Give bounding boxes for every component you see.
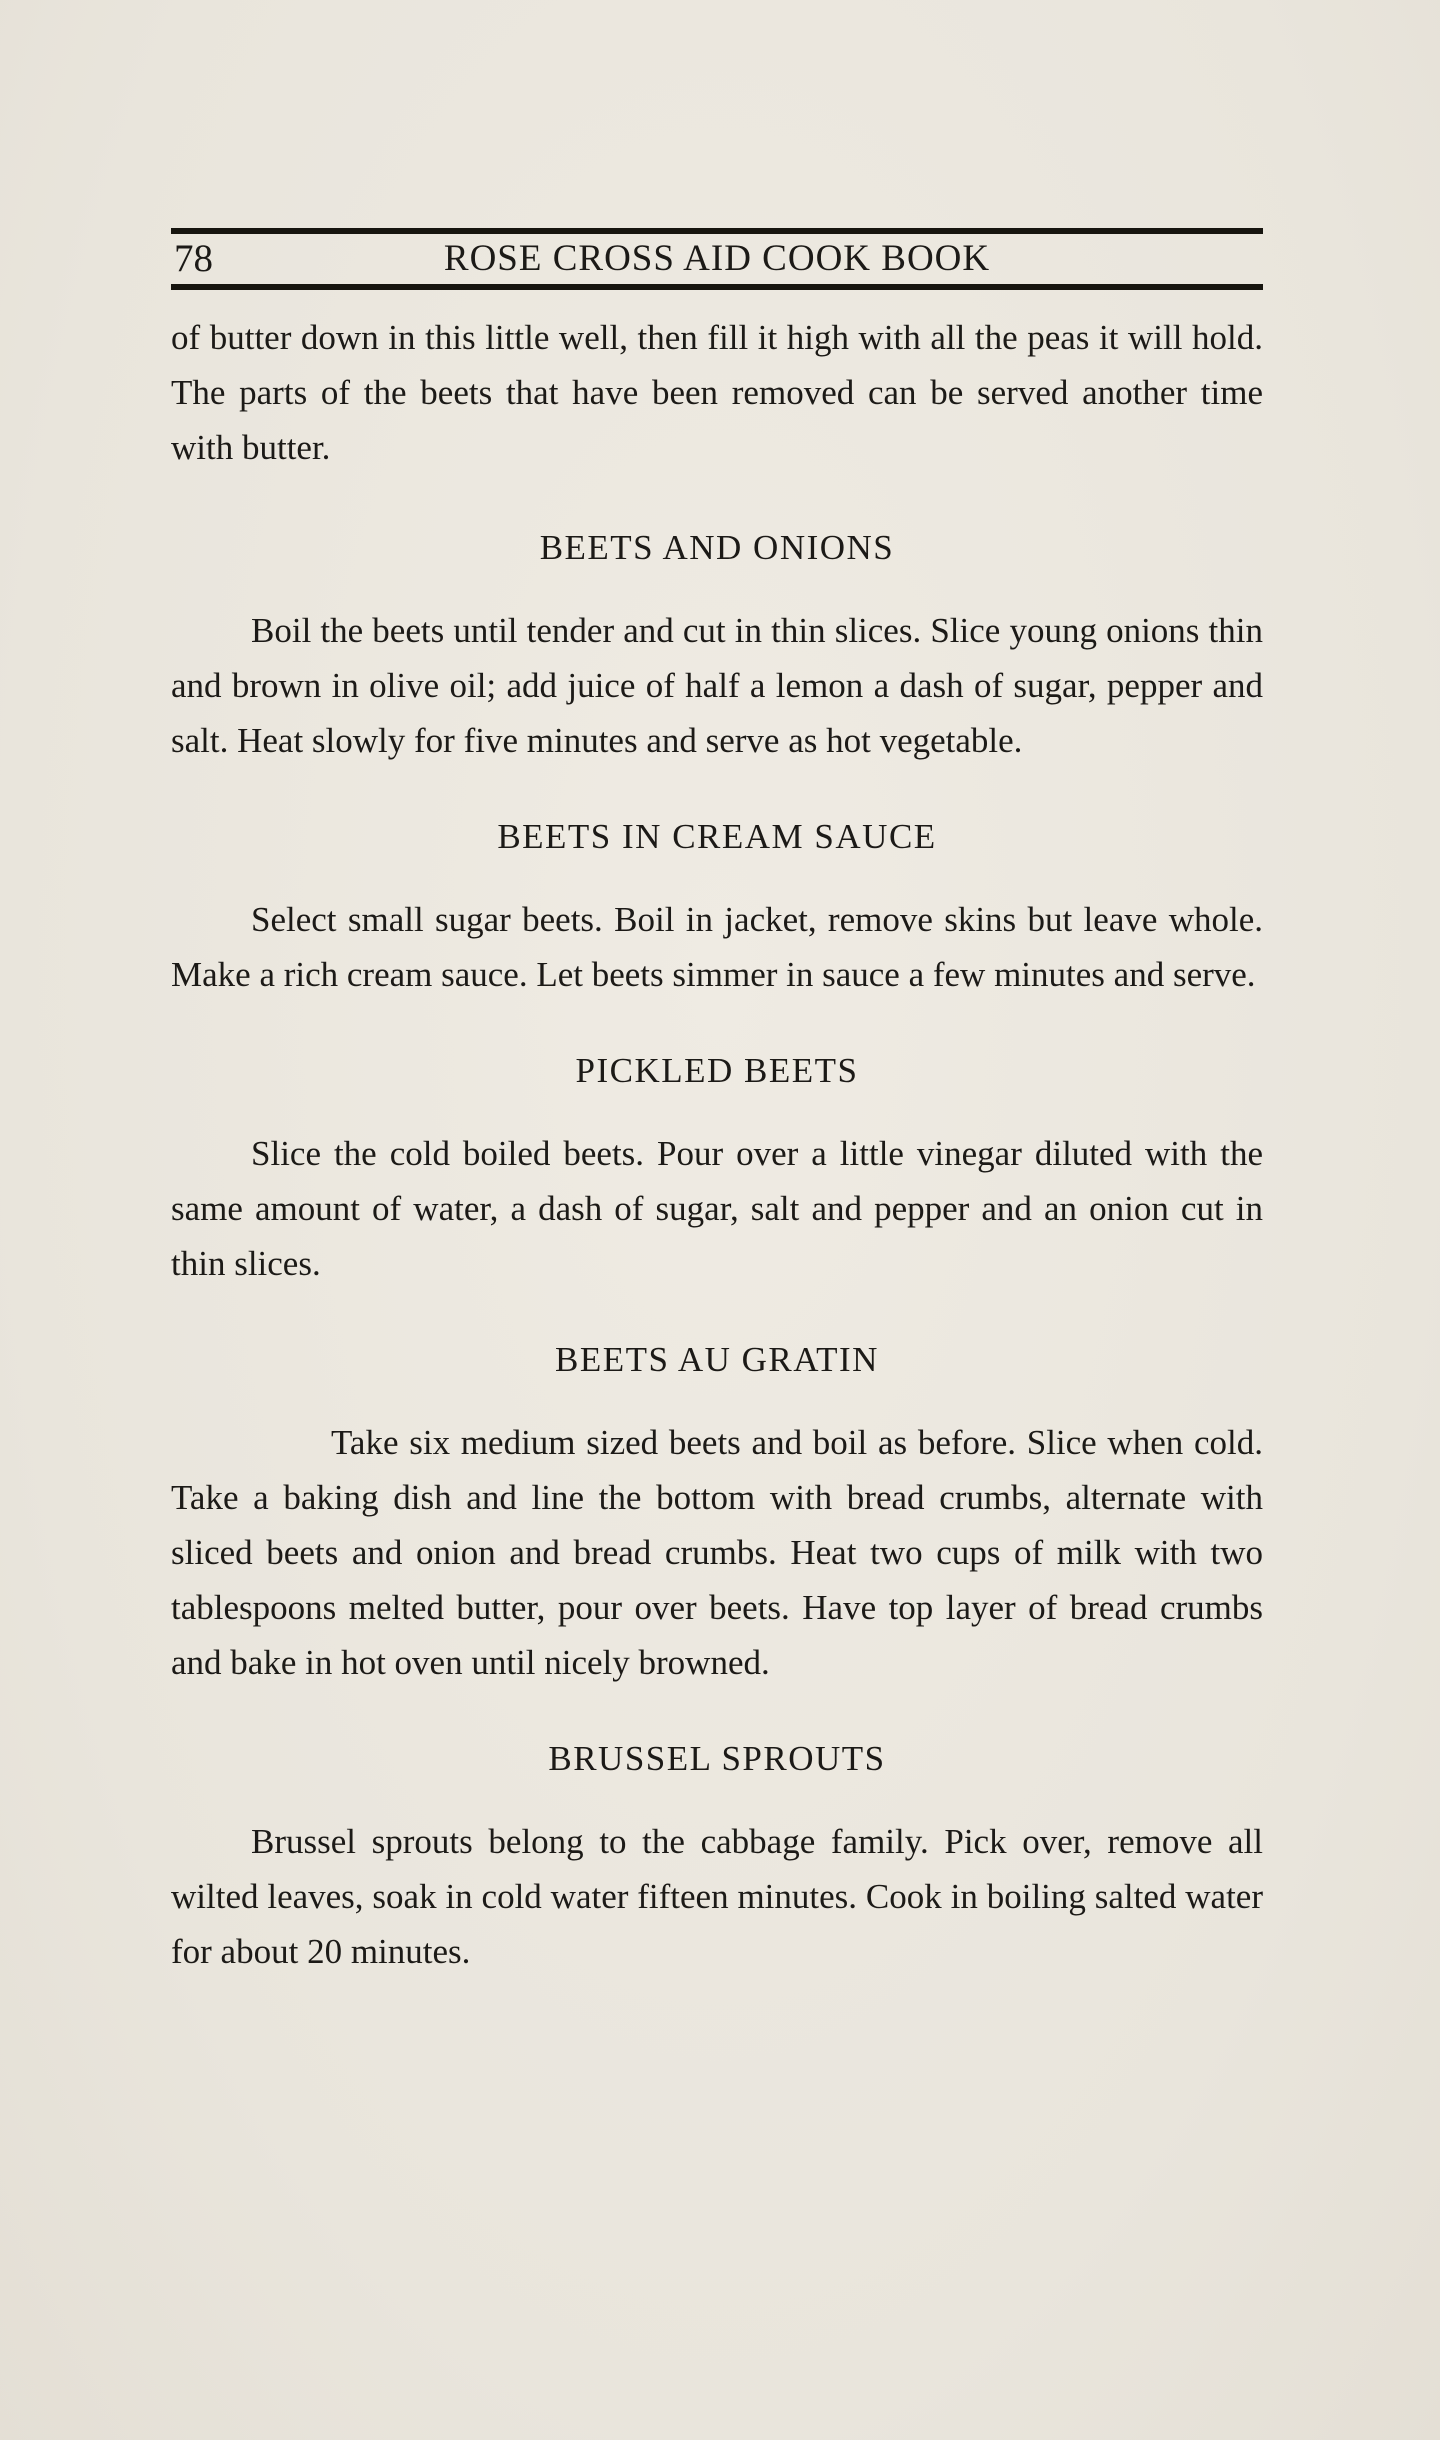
recipe-title: BRUSSEL SPROUTS [548, 1739, 886, 1778]
recipe-title: BEETS IN CREAM SAUCE [497, 817, 937, 856]
intro-paragraph: of butter down in this little well, then fill it high with all the peas it will hold. The parts of the beets that have been removed can be served another time with butter. [171, 318, 1263, 467]
recipe-title: BEETS AND ONIONS [539, 528, 895, 567]
recipe-text: Take six medium sized beets and boil as before. Slice when cold. Take a baking dish and line the bottom with bread crumbs, alternate with sliced beets and onion and bread crumbs. Heat two cups of milk with two tablespoons melted butter, pour over beets. Have top layer of bread crumbs and bake in hot oven until nicely browned. [171, 1423, 1263, 1682]
running-title: ROSE CROSS AID COOK BOOK [443, 238, 991, 279]
header-bottom-rule [171, 284, 1263, 290]
page-content [171, 310, 1263, 1979]
recipe-title: BEETS AU GRATIN [555, 1340, 879, 1379]
page-number: 78 [174, 237, 213, 280]
recipe-title: PICKLED BEETS [575, 1051, 859, 1090]
recipe-text: Boil the beets until tender and cut in thin slices. Slice young onions thin and brown in olive oil; add juice of half a lemon a dash of sugar, pepper and salt. Heat slowly for five minutes and serve as hot vegetable. [171, 611, 1263, 760]
recipe-text: Slice the cold boiled beets. Pour over a little vinegar diluted with the same amount of water, a dash of sugar, salt and pepper and an onion cut in thin slices. [171, 1134, 1263, 1283]
recipe-text: Select small sugar beets. Boil in jacket, remove skins but leave whole. Make a rich cream sauce. Let beets simmer in sauce a few minutes and serve. [171, 900, 1263, 994]
page-header [171, 228, 1263, 292]
recipe-text: Brussel sprouts belong to the cabbage family. Pick over, remove all wilted leaves, soak in cold water fifteen minutes. Cook in boiling salted water for about 20 minutes. [171, 1822, 1263, 1971]
